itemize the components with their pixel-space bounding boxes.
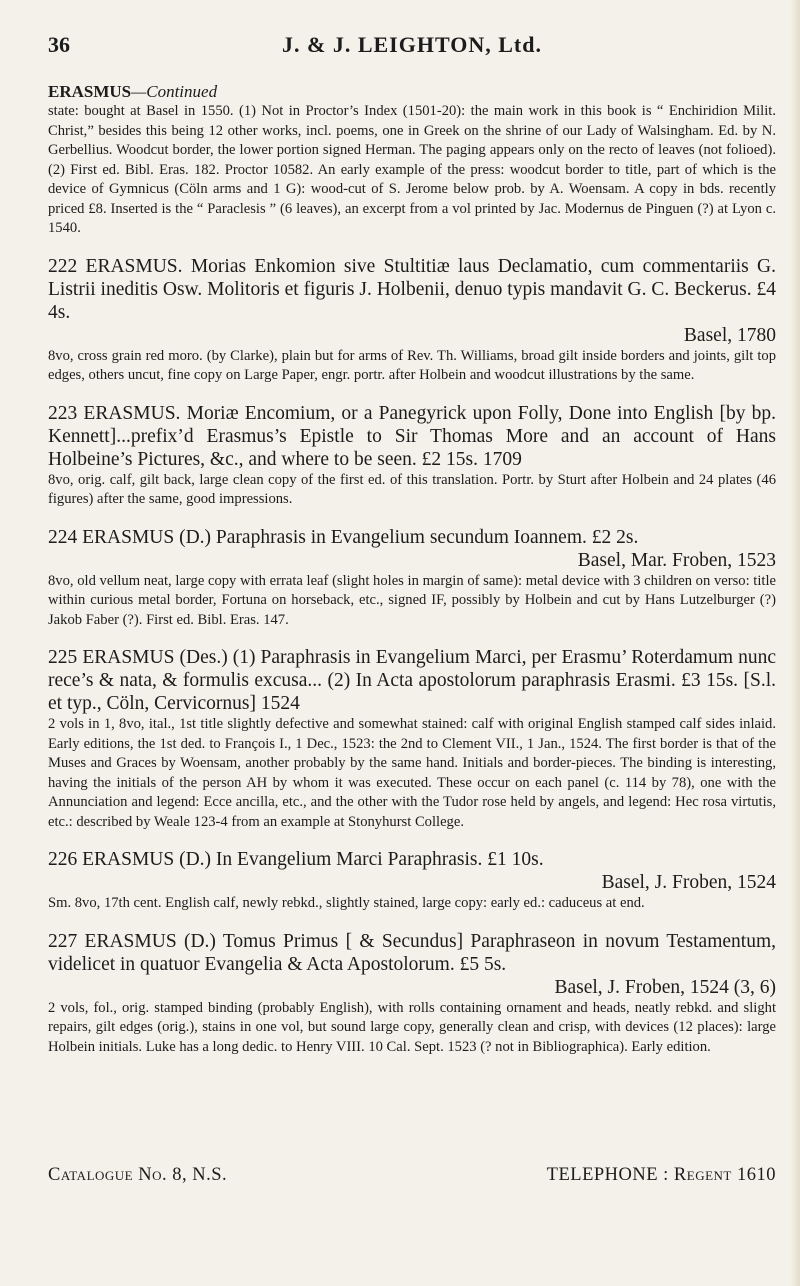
entry-imprint: Basel, J. Froben, 1524 xyxy=(601,872,776,893)
running-head: J. & J. LEIGHTON, Ltd. xyxy=(282,32,542,57)
entry-224 xyxy=(48,526,776,631)
page-number: 36 xyxy=(48,32,70,57)
entry-description: 8vo, old vellum neat, large copy with errata leaf (slight holes in margin of same): metal device with 3 children on verso: title within curious metal border, Fortuna on horseback, etc., signed IF, possibly by Holbein and cut by Hans Lutzelburger (?) Jakob Faber (?). First ed. Bibl. Eras. 147. xyxy=(48,572,776,628)
continued-paragraph: state: bought at Basel in 1550. (1) Not in Proctor’s Index (1501-20): the main work in this book is “ Enchiridion Milit. Christ,” besides this being 12 other works, incl. poems, one in Greek on the shrine of our Lady of Walsingham. Ed. by N. Gerbellius. Woodcut border, the lower portion signed Herman. The paging appears only on the recto of leaves (not folioed). (2) First ed. Bibl. Eras. 182. Proctor 10582. An early example of the press: woodcut border to title, part of which is the device of Gymnicus (Cöln arms and 1 G): wood-cut of S. Jerome below prob. by A. Woensam. A copy in bds. recently priced £8. Inserted is the “ Paraclesis ” (6 leaves), an excerpt from a vol printed by Jac. Modernus de Pinguen (?) at Lyon c. 1540. xyxy=(48,103,776,236)
continued-heading xyxy=(48,82,776,102)
entry-222 xyxy=(48,255,776,386)
catalogue-page xyxy=(48,32,776,1057)
entry-225 xyxy=(48,646,776,832)
entry-223 xyxy=(48,402,776,510)
entry-imprint: Basel, J. Froben, 1524 (3, 6) xyxy=(554,976,776,998)
entry-title: 224 ERASMUS (D.) Paraphrasis in Evangelium secundum Ioannem. £2 2s. xyxy=(48,526,639,548)
entry-227 xyxy=(48,930,776,1058)
continued-name: ERASMUS xyxy=(48,82,132,101)
catalogue-number: Catalogue No. 8, N.S. xyxy=(48,1165,228,1185)
entry-description: 8vo, cross grain red moro. (by Clarke), plain but for arms of Rev. Th. Williams, broad gilt inside borders and joints, gilt top edges, others uncut, fine copy on Large Paper, engr. portr. after Holbein and woodcut illustrations by the same. xyxy=(48,347,776,383)
page-footer xyxy=(48,1165,776,1186)
continued-label: —Continued xyxy=(131,82,218,101)
page-header xyxy=(48,32,776,72)
entry-title: 227 ERASMUS (D.) Tomus Primus [ & Secundus] Paraphraseon in novum Testamentum, videlicet in quatuor Evangelia & Acta Apostolorum. £5 5s. xyxy=(48,930,776,975)
page-edge-shadow xyxy=(790,0,800,1286)
entry-description: 8vo, orig. calf, gilt back, large clean copy of the first ed. of this translation. Portr. by Sturt after Holbein and 24 plates (46 figures) after the same, good impressions. xyxy=(48,471,776,507)
entry-imprint: Basel, Mar. Froben, 1523 xyxy=(577,549,776,571)
entry-title: 226 ERASMUS (D.) In Evangelium Marci Paraphrasis. £1 10s. xyxy=(48,849,544,870)
entry-description: Sm. 8vo, 17th cent. English calf, newly rebkd., slightly stained, large copy: early ed.: caduceus at end. xyxy=(48,895,645,911)
entry-imprint: Basel, 1780 xyxy=(683,324,776,346)
entry-226 xyxy=(48,848,776,914)
entry-description: 2 vols, fol., orig. stamped binding (probably English), with rolls containing ornament and heads, neatly rebkd. and slight repairs, gilt edges (orig.), stains in one vol, but sound large copy, generally clean and crisp, with devices (12 places): large Holbein initials. Luke has a long dedic. to Henry VIII. 10 Cal. Sept. 1523 (? not in Bibliographica). Early edition. xyxy=(48,999,776,1055)
entry-title: 225 ERASMUS (Des.) (1) Paraphrasis in Evangelium Marci, per Erasmu’ Roterdamum nunc rece’s & nata, & formulis excusa... (2) In Acta apostolorum paraphrasis Erasmi. £3 15s. [S.l. et typ., Cöln, Cervicornus] 1524 xyxy=(48,647,776,714)
telephone-number: TELEPHONE : Regent 1610 xyxy=(546,1165,776,1185)
entry-title: 222 ERASMUS. Morias Enkomion sive Stultitiæ laus Declamatio, cum commentariis G. Listrii ineditis Osw. Molitoris et figuris J. Holbenii, denuo typis mandavit G. C. Beckerus. £4 4s. xyxy=(48,255,776,323)
entry-description: 2 vols in 1, 8vo, ital., 1st title slightly defective and somewhat stained: calf with original English stamped calf sides inlaid. Early editions, the 1st ded. to François I., 1 Dec., 1523: the 2nd to Clement VII., 1 Jan., 1524. The first border is that of the Muses and Graces by Woensam, another probably by the same hand. Initials and border-pieces. The binding is interesting, having the initials of the person AH by whom it was executed. These occur on each panel (c. 114 by 78), one with the Annunciation and legend: Ecce ancilla, etc., and the other with the Tudor rose held by angels, and legend: Hec rosa virtutis, etc.: described by Weale 123-4 from an example at Stonyhurst College. xyxy=(48,716,776,830)
entry-title: 223 ERASMUS. Moriæ Encomium, or a Panegyrick upon Folly, Done into English [by bp. Kennett]...prefix’d Erasmus’s Epistle to Sir Thomas More and an account of Hans Holbeine’s Pictures, &c., and where to be seen. £2 15s. 1709 xyxy=(48,402,776,470)
